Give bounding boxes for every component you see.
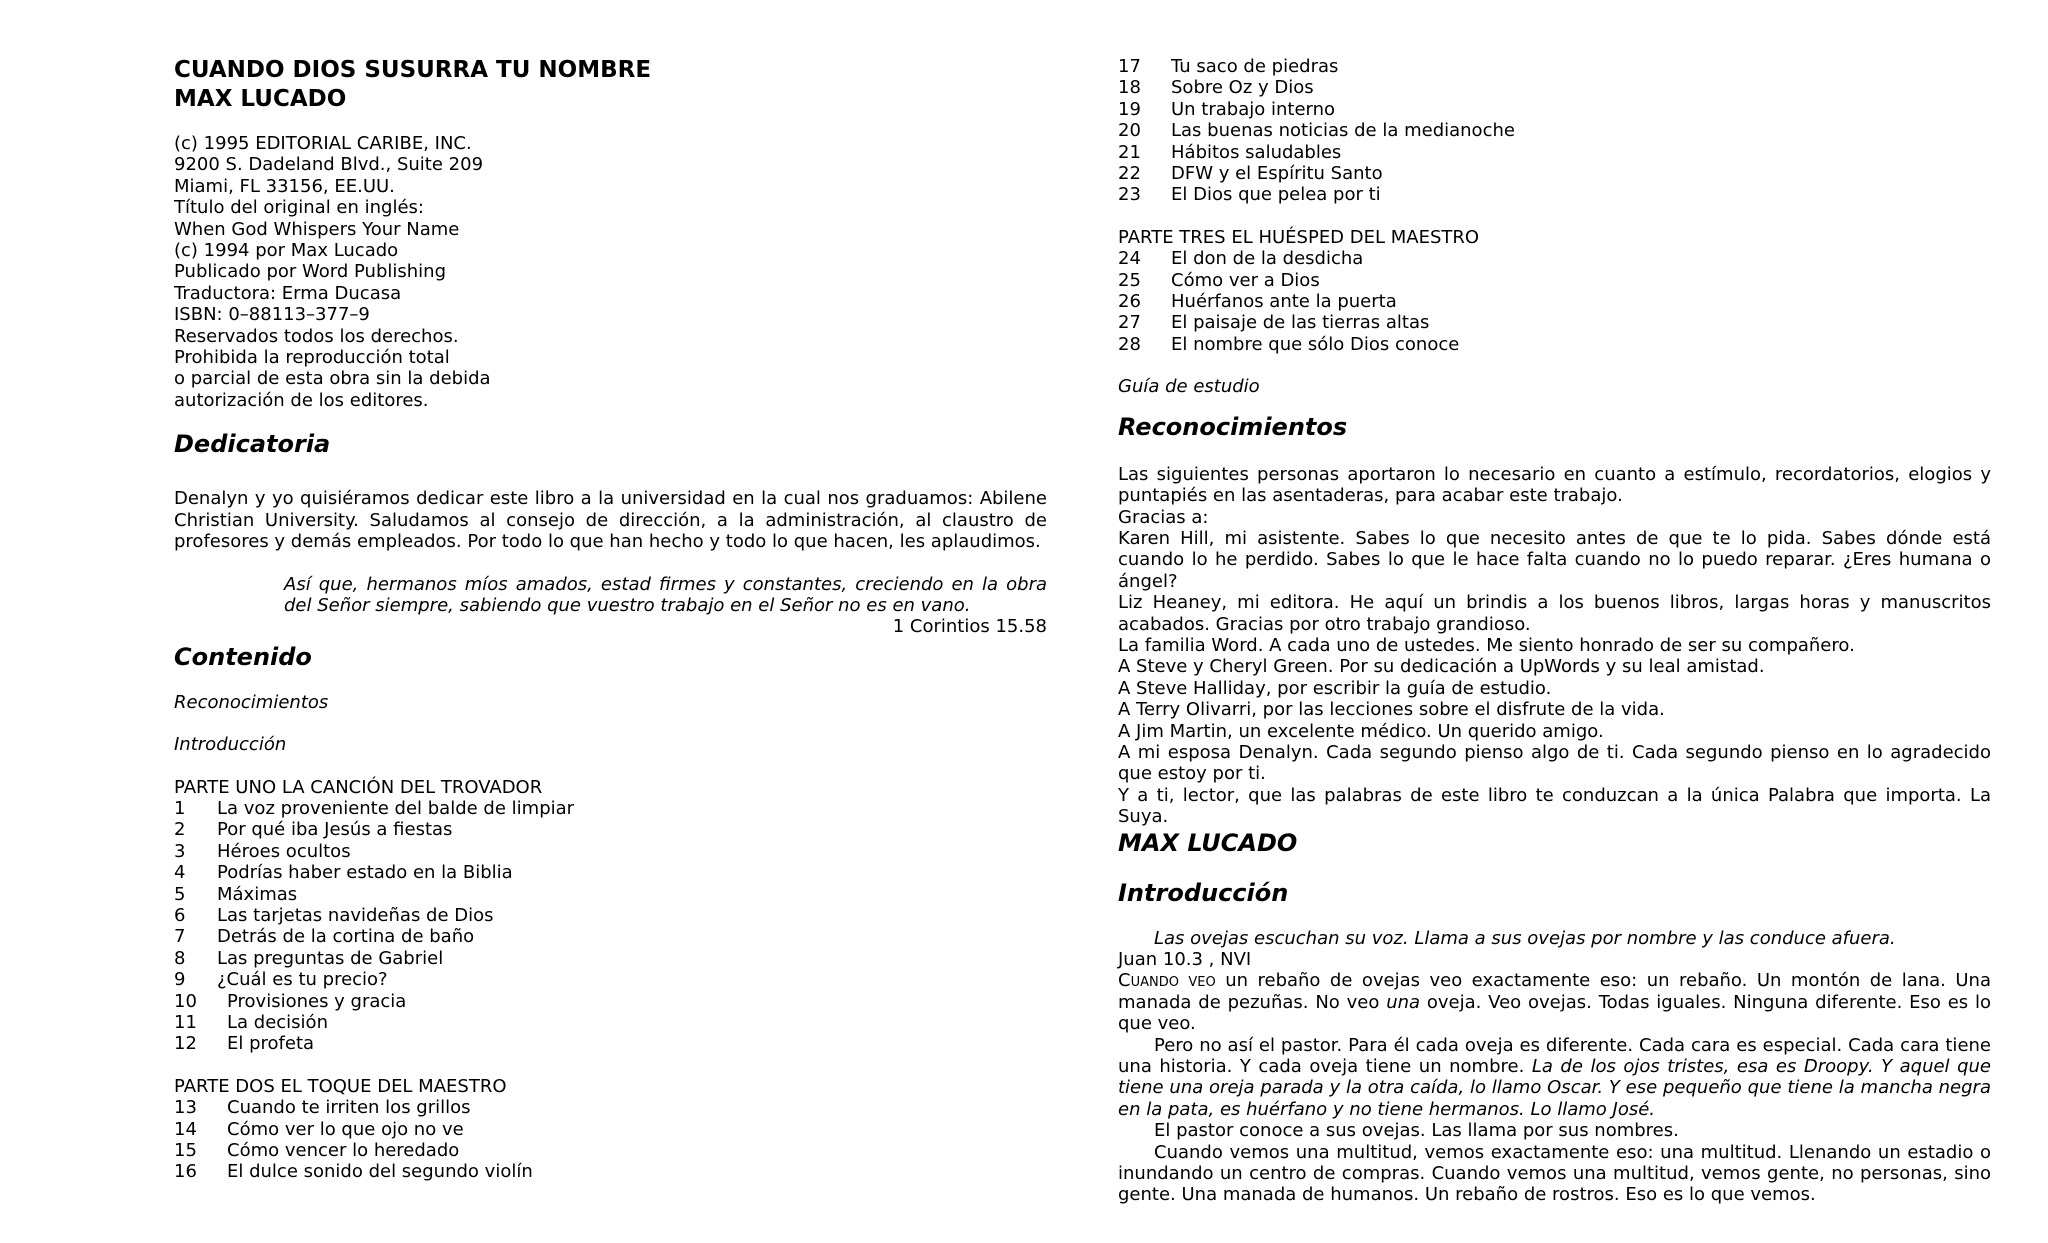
reconocimientos-paragraph: Y a ti, lector, que las palabras de este libro te conduzcan a la única Palabra que importa. La Suya. (1118, 784, 1991, 828)
toc-list-parte-uno (174, 798, 1047, 1055)
copyright-block (174, 133, 1047, 411)
toc-item[interactable]: 11 La decisión (174, 1012, 328, 1033)
book-title: CUANDO DIOS SUSURRA TU NOMBRE (174, 57, 652, 83)
intro-paragraph-3: El pastor conoce a sus ovejas. Las llama por sus nombres. (1154, 1120, 1679, 1142)
contenido-heading: Contenido (174, 642, 312, 671)
toc-item[interactable]: 6 Las tarjetas navideñas de Dios (174, 904, 494, 926)
toc-reconocimientos[interactable]: Reconocimientos (174, 691, 329, 713)
intro-paragraph-1: Cuando veo un rebaño de ovejas veo exactamente eso: un rebaño. Un montón de lana. Una manada de pezuñas. No veo una oveja. Veo ovejas. Todas iguales. Ninguna diferente. Eso es lo que veo. (1118, 970, 1991, 1035)
copyright-line: o parcial de esta obra sin la debida (174, 368, 491, 390)
copyright-line: Publicado por Word Publishing (174, 261, 447, 283)
toc-item[interactable]: 28 El nombre que sólo Dios conoce (1118, 333, 1460, 355)
toc-item[interactable]: 15 Cómo vencer lo heredado (174, 1140, 460, 1162)
introduccion-heading: Introducción (1118, 878, 1289, 907)
toc-item[interactable]: 19 Un trabajo interno (1118, 98, 1336, 120)
reconocimientos-heading: Reconocimientos (1118, 412, 1348, 441)
reconocimientos-paragraph: A Jim Martin, un excelente médico. Un querido amigo. (1118, 720, 1604, 742)
toc-item[interactable]: 24 El don de la desdicha (1118, 248, 1364, 270)
reconocimientos-paragraph: A mi esposa Denalyn. Cada segundo pienso algo de ti. Cada segundo pienso en lo agradecido que estoy por ti. (1118, 741, 1991, 785)
toc-item[interactable]: 18 Sobre Oz y Dios (1118, 77, 1314, 99)
copyright-line: 9200 S. Dadeland Blvd., Suite 209 (174, 154, 484, 176)
toc-item[interactable]: 3 Héroes ocultos (174, 840, 351, 862)
dedicatoria-heading: Dedicatoria (174, 430, 331, 459)
toc-item[interactable]: 12 El profeta (174, 1033, 315, 1055)
reconocimientos-paragraph: A Terry Olivarri, por las lecciones sobre el disfrute de la vida. (1118, 699, 1665, 721)
intro-quote: Las ovejas escuchan su voz. Llama a sus ovejas por nombre y las conduce afuera. (1154, 927, 1896, 949)
toc-item[interactable]: 23 El Dios que pelea por ti (1118, 184, 1381, 206)
toc-guia-estudio[interactable]: Guía de estudio (1118, 376, 1260, 398)
toc-item[interactable]: 17 Tu saco de piedras (1118, 56, 1339, 77)
copyright-line: autorización de los editores. (174, 389, 429, 411)
parte-dos-heading: PARTE DOS EL TOQUE DEL MAESTRO (174, 1075, 507, 1097)
toc-item[interactable]: 14 Cómo ver lo que ojo no ve (174, 1118, 464, 1140)
left-page (174, 56, 1047, 1183)
toc-item[interactable]: 27 El paisaje de las tierras altas (1118, 312, 1430, 334)
reconocimientos-paragraph: Gracias a: (1118, 506, 1209, 528)
dedicatoria-quote: Así que, hermanos míos amados, estad firmes y constantes, creciendo en la obra del Señor siempre, sabiendo que vuestro trabajo en el Señor no es en vano. (284, 573, 1047, 616)
toc-list-parte-dos (174, 1097, 1047, 1183)
reconocimientos-paragraph: Liz Heaney, mi editora. He aquí un brindis a los buenos libros, largas horas y manuscritos acabados. Gracias por otro trabajo grandioso. (1118, 592, 1991, 635)
toc-item[interactable]: 13 Cuando te irriten los grillos (174, 1097, 471, 1119)
copyright-line: (c) 1995 EDITORIAL CARIBE, INC. (174, 133, 472, 154)
book-author: MAX LUCADO (174, 86, 347, 112)
toc-list-parte-dos-cont (1118, 56, 1991, 206)
reconocimientos-paragraph: La familia Word. A cada uno de ustedes. Me siento honrado de ser su compañero. (1118, 634, 1855, 656)
right-page (1118, 56, 1991, 1206)
toc-item[interactable]: 25 Cómo ver a Dios (1118, 269, 1320, 291)
reconocimientos-paragraph: A Steve Halliday, por escribir la guía de estudio. (1118, 677, 1552, 699)
reconocimientos-paragraph: Karen Hill, mi asistente. Sabes lo que necesito antes de que te lo pida. Sabes dónde está cuando lo he perdido. Sabes lo que le hace falta cuando no lo puedo reparar. ¿Eres humana o ángel? (1118, 527, 1991, 592)
intro-paragraph-4: Cuando vemos una multitud, vemos exactamente eso: una multitud. Llenando un estadio o inundando un centro de compras. Cuando vemos una multitud, vemos gente, no personas, sino gente. Una manada de humanos. Un rebaño de rostros. Eso es lo que vemos. (1118, 1141, 1991, 1206)
parte-uno-heading: PARTE UNO LA CANCIÓN DEL TROVADOR (174, 776, 543, 798)
toc-list-parte-tres (1118, 248, 1991, 355)
toc-item[interactable]: 9 ¿Cuál es tu precio? (174, 969, 388, 991)
intro-reference: Juan 10.3 , NVI (1118, 949, 1252, 970)
toc-item[interactable]: 26 Huérfanos ante la puerta (1118, 291, 1397, 313)
toc-item[interactable]: 7 Detrás de la cortina de baño (174, 926, 475, 948)
toc-item[interactable]: 5 Máximas (174, 883, 298, 905)
toc-item[interactable]: 1 La voz proveniente del balde de limpiar (174, 797, 575, 819)
parte-tres-heading: PARTE TRES EL HUÉSPED DEL MAESTRO (1118, 226, 1480, 248)
reconocimientos-paragraph: Las siguientes personas aportaron lo necesario en cuanto a estímulo, recordatorios, elogios y puntapiés en las asentaderas, para acabar este trabajo. (1118, 463, 1991, 507)
copyright-line: (c) 1994 por Max Lucado (174, 240, 399, 262)
toc-item[interactable]: 8 Las preguntas de Gabriel (174, 947, 444, 969)
toc-item[interactable]: 4 Podrías haber estado en la Biblia (174, 862, 513, 884)
copyright-line: ISBN: 0–88113–377–9 (174, 304, 370, 326)
toc-item[interactable]: 16 El dulce sonido del segundo violín (174, 1161, 533, 1183)
toc-item[interactable]: 21 Hábitos saludables (1118, 141, 1342, 163)
toc-introduccion[interactable]: Introducción (174, 734, 287, 756)
copyright-line: Título del original en inglés: (174, 197, 424, 219)
toc-item[interactable]: 10 Provisiones y gracia (174, 990, 407, 1012)
reconocimientos-text (1118, 464, 1991, 828)
copyright-line: Miami, FL 33156, EE.UU. (174, 175, 395, 197)
copyright-line: Prohibida la reproducción total (174, 347, 450, 369)
copyright-line: When God Whispers Your Name (174, 218, 460, 240)
copyright-line: Reservados todos los derechos. (174, 325, 459, 347)
toc-item[interactable]: 2 Por qué iba Jesús a fiestas (174, 819, 453, 841)
toc-item[interactable]: 20 Las buenas noticias de la medianoche (1118, 120, 1515, 142)
quote-reference: 1 Corintios 15.58 (892, 616, 1047, 638)
intro-paragraph-2: Pero no así el pastor. Para él cada oveja es diferente. Cada cara es especial. Cada cara tiene una historia. Y cada oveja tiene un nombre. La de los ojos tristes, esa es Droopy. Y aquel que tiene una oreja parada y la otra caída, lo llamo Oscar. Y ese pequeño que tiene la mancha negra en la pata, es huérfano y no tiene hermanos. Lo llamo José. (1118, 1034, 1991, 1120)
reconocimientos-paragraph: A Steve y Cheryl Green. Por su dedicación a UpWords y su leal amistad. (1118, 656, 1765, 678)
toc-item[interactable]: 22 DFW y el Espíritu Santo (1118, 163, 1383, 185)
copyright-line: Traductora: Erma Ducasa (174, 282, 402, 304)
dedicatoria-text: Denalyn y yo quisiéramos dedicar este libro a la universidad en la cual nos graduamos: Abilene Christian University. Saludamos al consejo de dirección, a la administración, al claustro de profesores y demás empleados. Por todo lo que han hecho y todo lo que hacen, les aplaudimos. (174, 488, 1047, 553)
signature: MAX LUCADO (1118, 828, 1298, 857)
